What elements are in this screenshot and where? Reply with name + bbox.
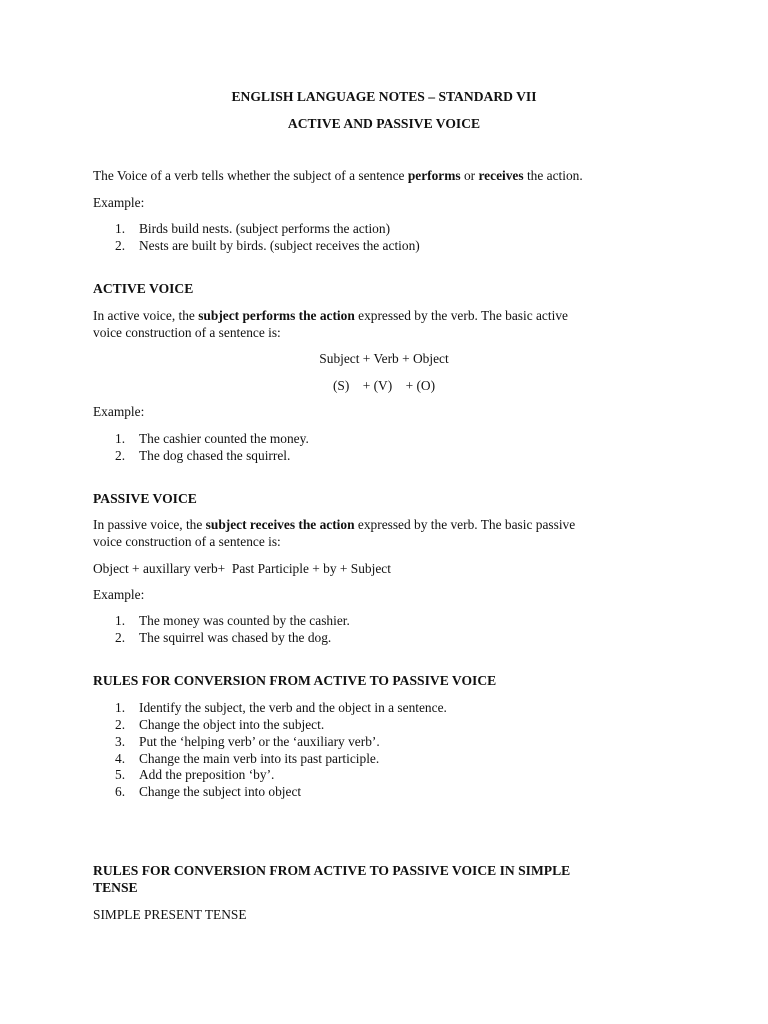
- active-paragraph-line2: voice construction of a sentence is:: [93, 325, 281, 340]
- intro-text: The Voice of a verb tells whether the subject of a sentence: [93, 168, 408, 183]
- list-item: [115, 766, 274, 783]
- passive-bold: subject receives the action: [205, 517, 355, 532]
- active-text: In active voice, the: [93, 308, 199, 323]
- active-bold: subject performs the action: [198, 308, 355, 323]
- list-text: The dog chased the squirrel.: [139, 448, 291, 463]
- list-number: 3.: [115, 734, 126, 749]
- simple-present-subheading: SIMPLE PRESENT TENSE: [93, 907, 247, 922]
- document-title: ENGLISH LANGUAGE NOTES – STANDARD VII: [231, 89, 537, 104]
- list-item: [115, 783, 301, 800]
- list-text: Change the object into the subject.: [139, 717, 325, 732]
- list-number: 5.: [115, 767, 126, 782]
- list-number: 1.: [115, 431, 126, 446]
- list-number: 2.: [115, 717, 126, 732]
- list-number: 6.: [115, 784, 126, 799]
- list-text: The money was counted by the cashier.: [139, 613, 350, 628]
- passive-text: expressed by the verb. The basic passive: [354, 517, 576, 532]
- list-item: [115, 430, 309, 447]
- active-example-label: Example:: [93, 404, 145, 419]
- list-item: [115, 447, 290, 464]
- intro-example-label: Example:: [93, 195, 145, 210]
- list-number: 1.: [115, 221, 126, 236]
- list-number: 1.: [115, 700, 126, 715]
- list-item: [115, 699, 447, 716]
- list-item: [115, 220, 390, 237]
- list-item: [115, 237, 420, 254]
- list-text: The squirrel was chased by the dog.: [139, 630, 332, 645]
- document-subtitle: ACTIVE AND PASSIVE VOICE: [287, 116, 481, 131]
- list-number: 1.: [115, 613, 126, 628]
- intro-paragraph: [93, 167, 583, 184]
- active-paragraph: [93, 307, 568, 324]
- list-text: Change the main verb into its past participle.: [139, 751, 380, 766]
- list-item: [115, 750, 379, 767]
- list-item: [115, 716, 324, 733]
- list-number: 2.: [115, 448, 126, 463]
- passive-paragraph-line2: voice construction of a sentence is:: [93, 534, 281, 549]
- list-text: Add the preposition ‘by’.: [139, 767, 275, 782]
- intro-text: the action.: [523, 168, 583, 183]
- list-text: Identify the subject, the verb and the object in a sentence.: [139, 700, 447, 715]
- passive-example-label: Example:: [93, 587, 145, 602]
- passive-formula: Object + auxillary verb+ Past Participle + by + Subject: [93, 561, 391, 576]
- list-text: Nests are built by birds. (subject receives the action): [139, 238, 420, 253]
- active-voice-heading: ACTIVE VOICE: [93, 281, 194, 296]
- passive-text: In passive voice, the: [93, 517, 206, 532]
- active-formula-abbr: (S) + (V) + (O): [332, 378, 436, 393]
- rules-heading: RULES FOR CONVERSION FROM ACTIVE TO PASSIVE VOICE: [93, 673, 497, 688]
- list-number: 4.: [115, 751, 126, 766]
- intro-bold-performs: performs: [407, 168, 461, 183]
- list-number: 2.: [115, 238, 126, 253]
- list-text: The cashier counted the money.: [139, 431, 309, 446]
- passive-voice-heading: PASSIVE VOICE: [93, 491, 197, 506]
- list-text: Birds build nests. (subject performs the action): [139, 221, 391, 236]
- list-item: [115, 733, 380, 750]
- list-text: Change the subject into object: [139, 784, 302, 799]
- intro-text: or: [460, 168, 479, 183]
- list-number: 2.: [115, 630, 126, 645]
- active-formula: Subject + Verb + Object: [319, 351, 449, 366]
- passive-paragraph: [93, 516, 575, 533]
- intro-bold-receives: receives: [478, 168, 524, 183]
- list-text: Put the ‘helping verb’ or the ‘auxiliary verb’.: [139, 734, 380, 749]
- simple-tense-heading: RULES FOR CONVERSION FROM ACTIVE TO PASSIVE VOICE IN SIMPLE: [93, 863, 571, 878]
- simple-tense-heading-line2: TENSE: [93, 880, 138, 895]
- list-item: [115, 612, 350, 629]
- active-text: expressed by the verb. The basic active: [354, 308, 568, 323]
- list-item: [115, 629, 331, 646]
